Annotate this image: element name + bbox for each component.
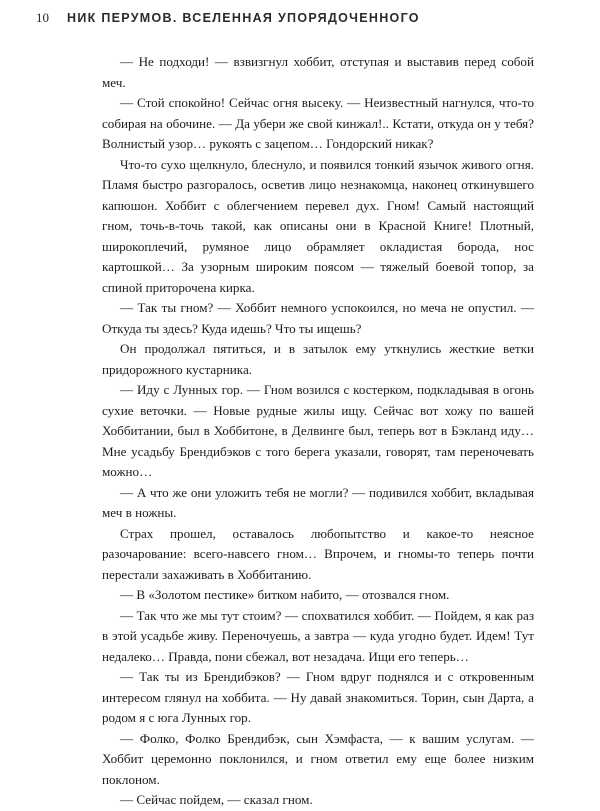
paragraph: — Так ты из Брендибэков? — Гном вдруг поднялся и с откровенным интересом глянул на хоббита. — Ну давай знакомиться. Торин, сын Дарта, а родом я с юга Лунных гор. [102,669,534,725]
page-number: 10 [36,10,49,25]
running-header [36,10,420,26]
paragraph: — Не подходи! — взвизгнул хоббит, отступая и выставив перед собой меч. [102,54,534,90]
paragraph: — Так ты гном? — Хоббит немного успокоился, но меча не опустил. — Откуда ты здесь? Куда идешь? Что ты ищешь? [102,300,534,336]
paragraph: Он продолжал пятиться, и в затылок ему уткнулись жесткие ветки придорожного кустарника. [102,341,534,377]
paragraph: — Фолко, Фолко Брендибэк, сын Хэмфаста, — к вашим услугам. — Хоббит церемонно поклонился, и гном ответил ему еще более низким поклоном. [102,730,534,787]
paragraph: — Стой спокойно! Сейчас огня высеку. — Неизвестный нагнулся, что-то собирая на обочине. — Да убери же свой кинжал!.. Кстати, откуда он у тебя? Волнистый узор… рукоять с зацепом… Гондорский никак? [102,95,534,151]
paragraph: — Иду с Лунных гор. — Гном возился с костерком, подкладывая в огонь сухие веточки. — Новые рудные жилы ищу. Сейчас вот хожу по вашей Хоббитании, был в Хоббитоне, в Делвинге был, теперь вот в Бэкланд иду… Мне усадьбу Брендибэков с того берега указали, говорят, там переночевать можно… [102,382,534,479]
paragraph: — В «Золотом пестике» битком набито, — отозвался гном. [120,587,450,602]
paragraph: — Сейчас пойдем, — сказал гном. [120,792,313,807]
paragraph: — Так что же мы тут стоим? — спохватился хоббит. — Пойдем, я как раз в этой усадьбе живу. Переночуешь, а завтра — куда угодно будет. Идем! Тут недалеко… Правда, пони сбежал, вот незадача. Ищи его теперь… [102,607,534,664]
body-text [102,52,534,811]
paragraph: Страх прошел, оставалось любопытство и какое-то неясное разочарование: всего-навсего гном… Впрочем, и гномы-то теперь почти перестали захаживать в Хоббитанию. [102,525,534,582]
paragraph: Что-то сухо щелкнуло, блеснуло, и появился тонкий язычок живого огня. Пламя быстро разгоралось, осветив лицо незнакомца, наконец откинувшего капюшон. Хоббит с облегчением перевел дух. Гном! Самый настоящий гном, точь-в-точь такой, как описаны они в Красной Книге! Плотный, широкоплечий, румяное лицо обрамляет окладистая борода, нос картошкой… За узорным широким поясом — тяжелый боевой топор, за спиной приторочена кирка. [102,156,534,295]
running-title: НИК ПЕРУМОВ. ВСЕЛЕННАЯ УПОРЯДОЧЕННОГО [67,11,420,25]
paragraph: — А что же они уложить тебя не могли? — подивился хоббит, вкладывая меч в ножны. [102,484,534,520]
